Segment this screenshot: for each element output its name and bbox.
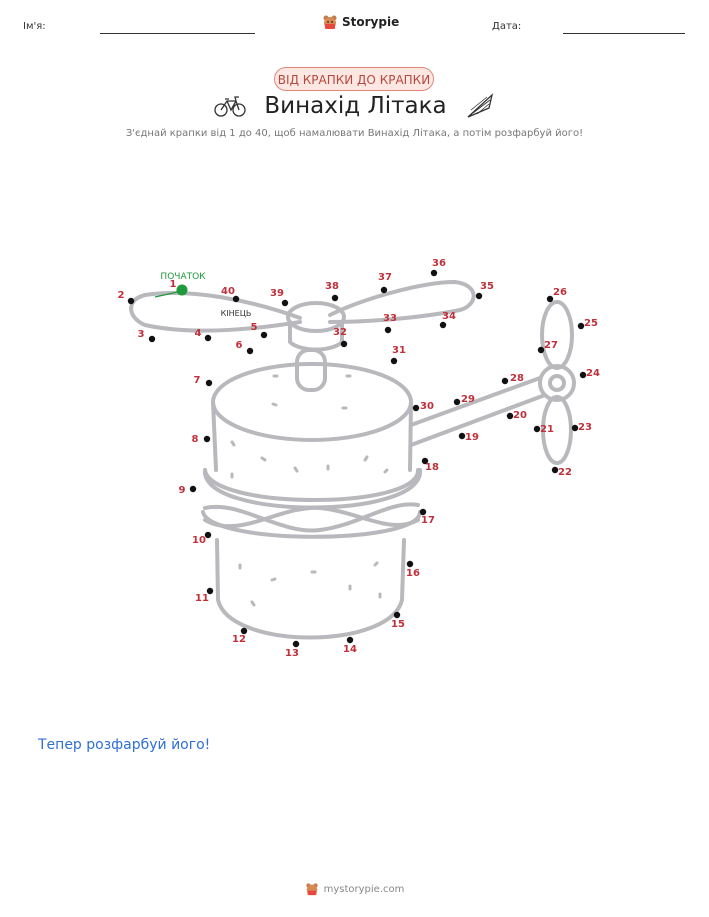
puzzle-dot	[440, 322, 446, 328]
dot-number: 12	[232, 634, 246, 645]
puzzle-dot	[247, 348, 253, 354]
dot-number: 38	[325, 281, 339, 292]
puzzle-dot	[206, 380, 212, 386]
dot-number: 10	[192, 535, 206, 546]
footer-website: mystorypie.com	[323, 883, 405, 895]
puzzle-dot	[149, 336, 155, 342]
dot-number: 26	[553, 287, 567, 298]
dot-number: 33	[383, 313, 397, 324]
puzzle-dot	[128, 298, 134, 304]
dot-number: 1	[169, 279, 177, 290]
numbered-dots	[118, 258, 600, 659]
puzzle-dot	[454, 399, 460, 405]
dot-number: 25	[584, 318, 598, 329]
dot-number: 18	[425, 462, 439, 473]
dot-number: 5	[250, 322, 258, 333]
dot-number: 2	[117, 290, 125, 301]
dot-number: 19	[465, 432, 479, 443]
name-label: Ім'я:	[23, 21, 46, 32]
dot-number: 31	[392, 345, 406, 356]
puzzle-dot	[381, 287, 387, 293]
date-label: Дата:	[492, 21, 522, 32]
dot-number: 6	[235, 340, 243, 351]
dot-number: 13	[285, 648, 299, 659]
dot-number: 27	[544, 340, 558, 351]
puzzle-dot	[413, 405, 419, 411]
puzzle-dot	[341, 341, 347, 347]
puzzle-dot	[394, 612, 400, 618]
instructions: З'єднай крапки від 1 до 40, щоб намалювати Винахід Літака, а потім розфарбуй його!	[125, 128, 584, 139]
puzzle-dot	[407, 561, 413, 567]
dot-number: 22	[558, 467, 572, 478]
puzzle-dot	[391, 358, 397, 364]
start-marker	[177, 285, 188, 296]
dot-number: 15	[391, 619, 405, 630]
dot-number: 8	[191, 434, 199, 445]
dot-number: 21	[540, 424, 554, 435]
dot-number: 36	[432, 258, 446, 269]
puzzle-dot	[347, 637, 353, 643]
dot-number: 23	[578, 422, 592, 433]
dot-number: 30	[420, 401, 434, 412]
dot-number: 14	[343, 644, 357, 655]
puzzle-dot	[282, 300, 288, 306]
dot-number: 34	[442, 311, 456, 322]
dot-number: 40	[221, 286, 235, 297]
puzzle-dot	[431, 270, 437, 276]
puzzle-dot	[205, 335, 211, 341]
puzzle-dot	[204, 436, 210, 442]
dot-number: 29	[461, 394, 475, 405]
puzzle-dot	[476, 293, 482, 299]
end-label: КІНЕЦЬ	[220, 309, 252, 318]
dot-number: 20	[513, 410, 527, 421]
dot-number: 24	[586, 368, 600, 379]
puzzle-dot	[261, 332, 267, 338]
puzzle-dot	[190, 486, 196, 492]
dot-number: 3	[137, 329, 145, 340]
dot-number: 16	[406, 568, 420, 579]
dot-number: 11	[195, 593, 209, 604]
dot-number: 7	[193, 375, 201, 386]
storypie-bear-logo-icon	[305, 882, 319, 896]
dot-number: 28	[510, 373, 524, 384]
puzzle-dot	[385, 327, 391, 333]
footer	[0, 882, 709, 899]
puzzle-dot	[332, 295, 338, 301]
dot-number: 4	[194, 328, 202, 339]
dot-number: 39	[270, 288, 284, 299]
brand-name: Storypie	[342, 15, 400, 29]
dot-number: 35	[480, 281, 494, 292]
dot-number: 37	[378, 272, 392, 283]
page-title: Винахід Літака	[264, 93, 447, 119]
puzzle-dot	[502, 378, 508, 384]
puzzle-dot	[293, 641, 299, 647]
dot-number: 32	[333, 327, 347, 338]
start-label: ПОЧАТОК	[160, 272, 206, 282]
color-prompt: Тепер розфарбуй його!	[38, 737, 211, 753]
dot-number: 17	[421, 515, 435, 526]
activity-type-badge: ВІД КРАПКИ ДО КРАПКИ	[274, 67, 434, 91]
dot-number: 9	[178, 485, 186, 496]
